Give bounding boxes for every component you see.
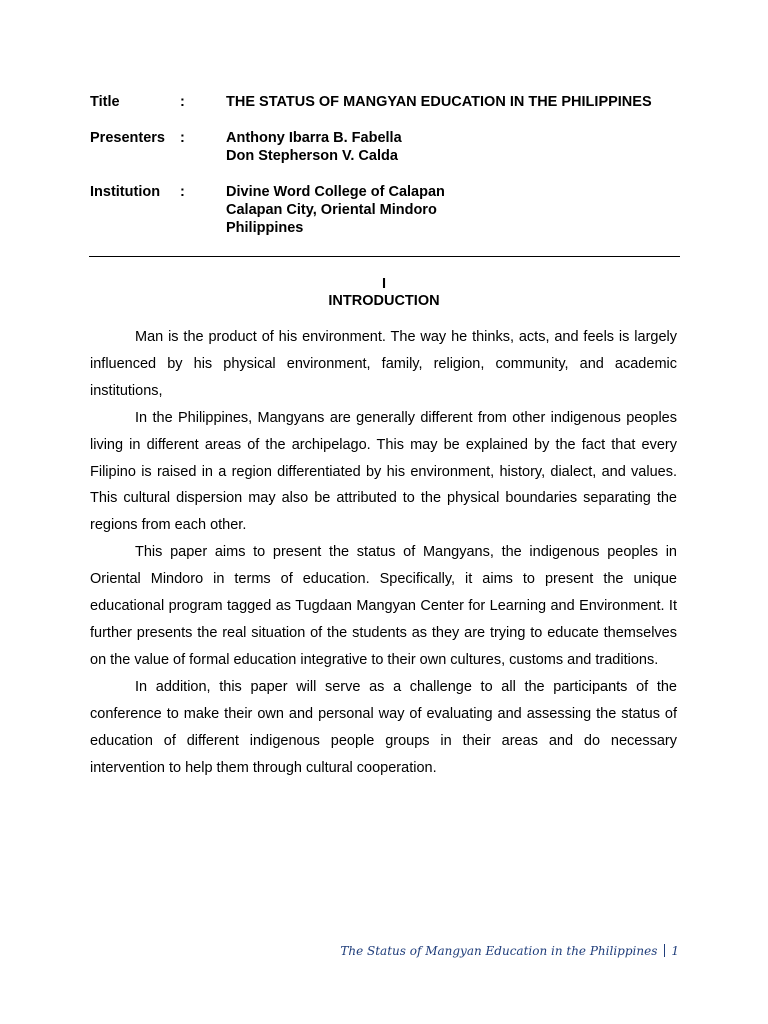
page-footer <box>340 944 679 958</box>
paper-title <box>226 93 652 111</box>
institution-details <box>226 183 445 237</box>
section-title: INTRODUCTION <box>328 293 440 309</box>
institution-colon: : <box>180 184 185 200</box>
presenters-list <box>226 129 402 165</box>
paper-title-text: THE STATUS OF MANGYAN EDUCATION IN THE PHILIPPINES <box>226 94 652 110</box>
footer-separator <box>664 944 665 957</box>
institution-line: Philippines <box>226 220 304 236</box>
paragraph: Man is the product of his environment. The way he thinks, acts, and feels is largely influenced by his physical environment, family, religion, community, and academic institutions, <box>90 329 677 399</box>
paragraph: In the Philippines, Mangyans are generally different from other indigenous peoples living in different areas of the archipelago. This may be explained by the fact that every Filipino is raised in a region differentiated by his environment, history, dialect, and values. This cultural dispersion may also be attributed to the physical boundaries separating the regions from each other. <box>90 409 677 534</box>
page-number: 1 <box>671 944 679 958</box>
header-divider <box>89 256 680 257</box>
institution-label: Institution <box>90 184 161 200</box>
section-number: I <box>381 276 387 292</box>
introduction-body <box>90 324 677 781</box>
presenter-name: Anthony Ibarra B. Fabella <box>226 130 402 146</box>
title-colon: : <box>180 94 185 110</box>
running-title: The Status of Mangyan Education in the Philippines <box>340 944 658 958</box>
institution-line: Calapan City, Oriental Mindoro <box>226 202 437 218</box>
institution-line: Divine Word College of Calapan <box>226 184 445 200</box>
presenters-colon: : <box>180 130 185 146</box>
presenter-name: Don Stepherson V. Calda <box>226 148 398 164</box>
paragraph: In addition, this paper will serve as a challenge to all the participants of the conference to make their own and personal way of evaluating and assessing the status of education of different indigenous people groups in their areas and do necessary intervention to help them through cultural cooperation. <box>90 678 677 776</box>
paragraph: This paper aims to present the status of Mangyans, the indigenous peoples in Oriental Mindoro in terms of education. Specifically, it aims to present the unique educational program tagged as Tugdaan Mangyan Center for Learning and Environment. It further presents the real situation of the students as they are trying to educate themselves on the value of formal education integrative to their own cultures, customs and traditions. <box>90 544 677 668</box>
presenters-label: Presenters <box>90 130 165 146</box>
title-label: Title <box>90 94 120 110</box>
